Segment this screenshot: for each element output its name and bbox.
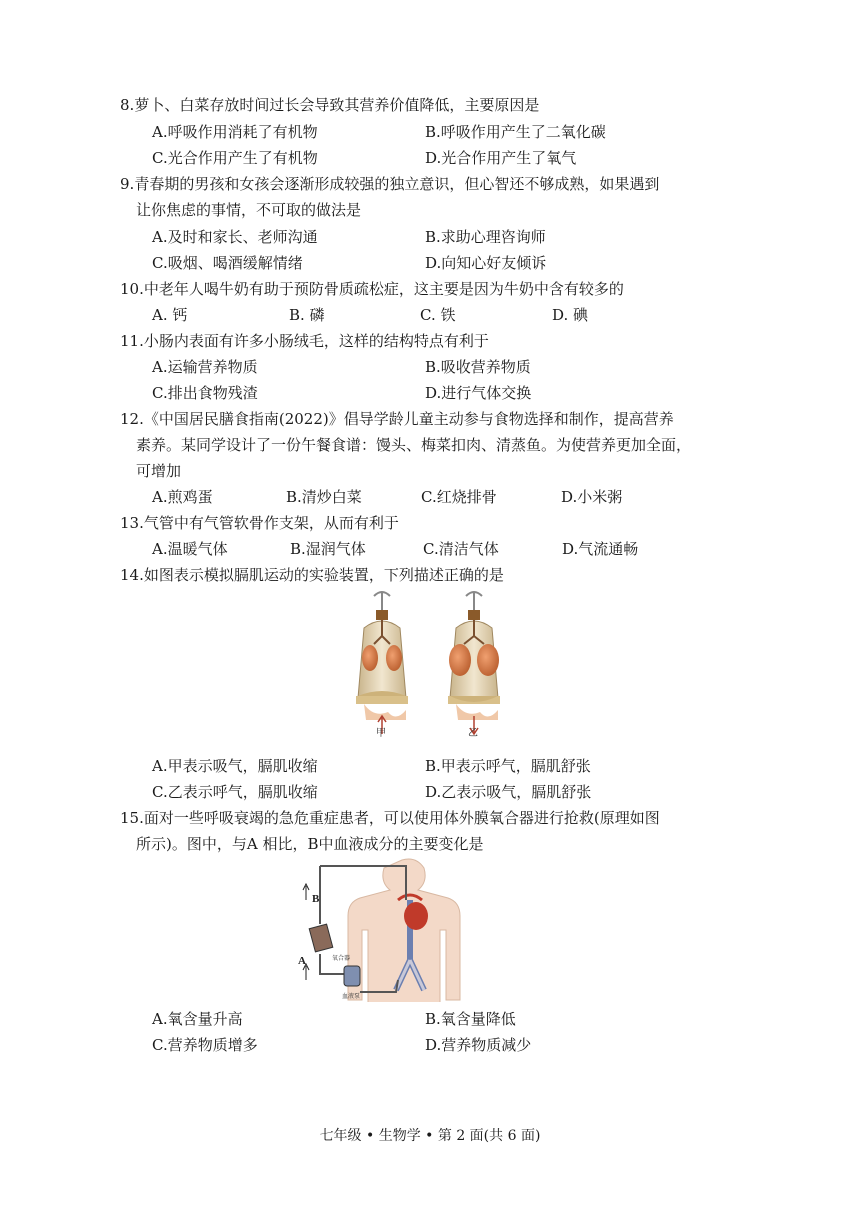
q15-option-c: C.营养物质增多 — [152, 1036, 258, 1054]
q12-option-b: B.清炒白菜 — [286, 488, 362, 506]
q11-option-d: D.进行气体交换 — [425, 384, 532, 402]
question-12-stem-cont-1: 素养。某同学设计了一份午餐食谱：馒头、梅菜扣肉、清蒸鱼。为使营养更加全面， — [136, 436, 692, 454]
q14-option-c: C.乙表示呼气，膈肌收缩 — [152, 783, 318, 801]
q14-option-b: B.甲表示呼气，膈肌舒张 — [425, 757, 591, 775]
q9-option-d: D.向知心好友倾诉 — [425, 254, 547, 272]
diaphragm-model-figure — [354, 588, 504, 738]
blood-pump-icon — [344, 966, 360, 986]
figure-label-yi: 乙 — [468, 728, 478, 738]
ecmo-figure — [298, 856, 478, 1002]
q12-option-c: C.红烧排骨 — [421, 488, 497, 506]
q10-option-c: C. 铁 — [420, 306, 456, 324]
q11-option-b: B.吸收营养物质 — [425, 358, 531, 376]
label-b: B — [312, 893, 320, 905]
jar-yi-icon — [448, 592, 500, 734]
q14-option-d: D.乙表示吸气，膈肌舒张 — [425, 783, 592, 801]
q12-option-d: D.小米粥 — [561, 488, 623, 506]
oxygenator-icon — [309, 924, 333, 952]
label-blood-pump: 血液泵 — [342, 993, 361, 1000]
label-oxygenator: 氧合器 — [332, 955, 351, 962]
q9-option-c: C.吸烟、喝酒缓解情绪 — [152, 254, 303, 272]
q11-option-a: A.运输营养物质 — [152, 358, 258, 376]
q12-option-a: A.煎鸡蛋 — [152, 488, 213, 506]
q9-option-b: B.求助心理咨询师 — [425, 228, 546, 246]
q14-option-a: A.甲表示吸气，膈肌收缩 — [152, 757, 318, 775]
q15-option-b: B.氧含量降低 — [425, 1010, 516, 1028]
question-12-stem-cont-2: 可增加 — [136, 462, 182, 480]
q13-option-c: C.清洁气体 — [423, 540, 499, 558]
q13-option-b: B.湿润气体 — [290, 540, 366, 558]
q8-option-a: A.呼吸作用消耗了有机物 — [152, 123, 318, 141]
q13-option-a: A.温暖气体 — [152, 540, 228, 558]
jar-jia-icon — [356, 592, 408, 734]
question-9-stem-cont: 让你焦虑的事情，不可取的做法是 — [136, 201, 362, 219]
page-footer: 七年级 • 生物学 • 第 2 面(共 6 面) — [319, 1128, 541, 1144]
q15-option-d: D.营养物质减少 — [425, 1036, 532, 1054]
question-14-stem: 14.如图表示模拟膈肌运动的实验装置，下列描述正确的是 — [120, 566, 504, 584]
q8-option-b: B.呼吸作用产生了二氧化碳 — [425, 123, 606, 141]
body-silhouette-icon — [348, 859, 460, 1002]
figure-label-jia: 甲 — [376, 728, 386, 738]
question-13-stem: 13.气管中有气管软骨作支架，从而有利于 — [120, 514, 399, 532]
question-10-stem: 10.中老年人喝牛奶有助于预防骨质疏松症，这主要是因为牛奶中含有较多的 — [120, 280, 624, 298]
label-a: A — [298, 955, 306, 967]
q9-option-a: A.及时和家长、老师沟通 — [152, 228, 318, 246]
question-9-stem: 9.青春期的男孩和女孩会逐渐形成较强的独立意识，但心智还不够成熟，如果遇到 — [120, 175, 660, 193]
question-15-stem-cont: 所示)。图中，与A 相比，B中血液成分的主要变化是 — [136, 835, 484, 853]
heart-icon — [404, 902, 428, 930]
question-12-stem: 12.《中国居民膳食指南(2022)》倡导学龄儿童主动参与食物选择和制作，提高营养 — [120, 410, 674, 428]
q8-option-c: C.光合作用产生了有机物 — [152, 149, 318, 167]
question-8-stem: 8.萝卜、白菜存放时间过长会导致其营养价值降低，主要原因是 — [120, 96, 540, 114]
q10-option-a: A. 钙 — [152, 306, 188, 324]
question-11-stem: 11.小肠内表面有许多小肠绒毛，这样的结构特点有利于 — [120, 332, 489, 350]
q10-option-d: D. 碘 — [552, 306, 589, 324]
q11-option-c: C.排出食物残渣 — [152, 384, 258, 402]
q15-option-a: A.氧含量升高 — [152, 1010, 243, 1028]
q10-option-b: B. 磷 — [289, 306, 325, 324]
question-15-stem: 15.面对一些呼吸衰竭的急危重症患者，可以使用体外膜氧合器进行抢救(原理如图 — [120, 809, 660, 827]
q8-option-d: D.光合作用产生了氧气 — [425, 149, 577, 167]
q13-option-d: D.气流通畅 — [562, 540, 639, 558]
